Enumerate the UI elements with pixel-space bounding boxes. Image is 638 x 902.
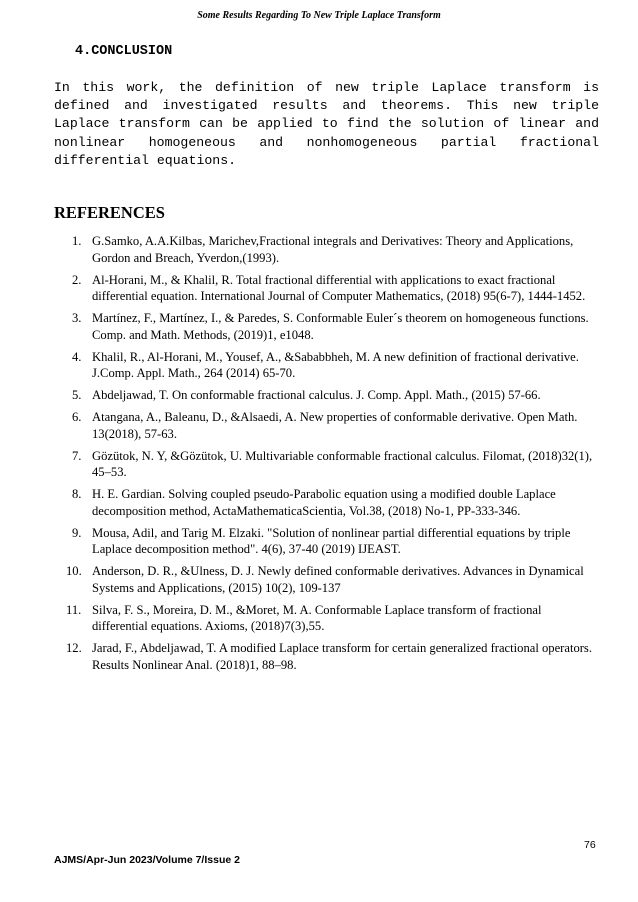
reference-number: 5. [72, 388, 82, 402]
running-header: Some Results Regarding To New Triple Laplace Transform [197, 10, 441, 21]
reference-number: 10. [66, 564, 82, 578]
reference-text: Abdeljawad, T. On conformable fractional calculus. J. Comp. Appl. Math., (2015) 57-66. [92, 388, 541, 402]
reference-item [0, 349, 638, 382]
reference-item [0, 310, 638, 343]
reference-text: Silva, F. S., Moreira, D. M., &Moret, M. A. Conformable Laplace transform of fractional differential equations. Axioms, (2018)7(3),55. [92, 602, 542, 633]
reference-text: Atangana, A., Baleanu, D., &Alsaedi, A. New properties of conformable derivative. Open Math. 13(2018), 57-63. [92, 410, 578, 441]
reference-number: 4. [72, 349, 82, 364]
page-number: 76 [584, 839, 596, 851]
reference-text: Martínez, F., Martínez, I., & Paredes, S. Conformable Euler´s theorem on homogeneous functions. Comp. and Math. Methods, (2019)1, e1048. [92, 311, 589, 342]
conclusion-heading: 4.CONCLUSION [75, 44, 173, 59]
reference-number: 8. [72, 487, 82, 501]
reference-item [0, 409, 638, 442]
reference-item [0, 387, 638, 404]
reference-number: 1. [72, 234, 82, 248]
reference-text: Mousa, Adil, and Tarig M. Elzaki. "Solution of nonlinear partial differential equations by triple Laplace decomposition method". 4(6), 37-40 (2019) IJEAST. [92, 525, 571, 556]
reference-item [0, 563, 638, 596]
journal-footer: AJMS/Apr-Jun 2023/Volume 7/Issue 2 [54, 854, 240, 866]
reference-text: H. E. Gardian. Solving coupled pseudo-Parabolic equation using a modified double Laplace decomposition method, ActaMathematicaScientia, Vol.38, (2018) No-1, PP-333-346. [92, 487, 556, 518]
reference-text: Khalil, R., Al-Horani, M., Yousef, A., &Sababbheh, M. A new definition of fractional derivative. J.Comp. Appl. Math., 264 (2014) 65-70. [92, 349, 579, 380]
reference-text: Anderson, D. R., &Ulness, D. J. Newly defined conformable derivatives. Advances in Dynamical Systems and Applications, (2015) 10(2), 109-137 [92, 564, 584, 595]
reference-item [0, 602, 638, 635]
reference-number: 3. [72, 311, 82, 325]
reference-text: G.Samko, A.A.Kilbas, Marichev,Fractional integrals and Derivatives: Theory and Applications, Gordon and Breach, Yverdon,(1993). [92, 234, 574, 265]
references-heading: REFERENCES [54, 203, 165, 222]
reference-number: 6. [72, 410, 82, 424]
reference-item [0, 640, 638, 673]
reference-text: Jarad, F., Abdeljawad, T. A modified Laplace transform for certain generalized fractional operators. Results Nonlinear Anal. (2018)1, 88–98. [92, 641, 592, 672]
reference-item [0, 525, 638, 558]
reference-number: 2. [72, 272, 82, 287]
reference-item [0, 272, 638, 305]
reference-item [0, 233, 638, 266]
reference-item [0, 486, 638, 519]
conclusion-paragraph: In this work, the definition of new triple Laplace transform is defined and investigated results and theorems. This new triple Laplace transform can be applied to find the solution of linear and nonlinear homogeneous and nonhomogeneous partial fractional differential equations. [54, 80, 599, 168]
references-list [0, 233, 638, 679]
reference-number: 7. [72, 448, 82, 463]
reference-number: 9. [72, 525, 82, 540]
reference-text: Al-Horani, M., & Khalil, R. Total fractional differential with applications to exact fractional differential equation. International Journal of Computer Mathematics, (2018) 95(6-7), 1444-1452. [92, 272, 586, 303]
reference-item [0, 448, 638, 481]
reference-number: 11. [66, 602, 82, 617]
reference-text: Gözütok, N. Y, &Gözütok, U. Multivariable conformable fractional calculus. Filomat, (2018)32(1), 45–53. [92, 448, 593, 479]
reference-number: 12. [66, 641, 82, 655]
